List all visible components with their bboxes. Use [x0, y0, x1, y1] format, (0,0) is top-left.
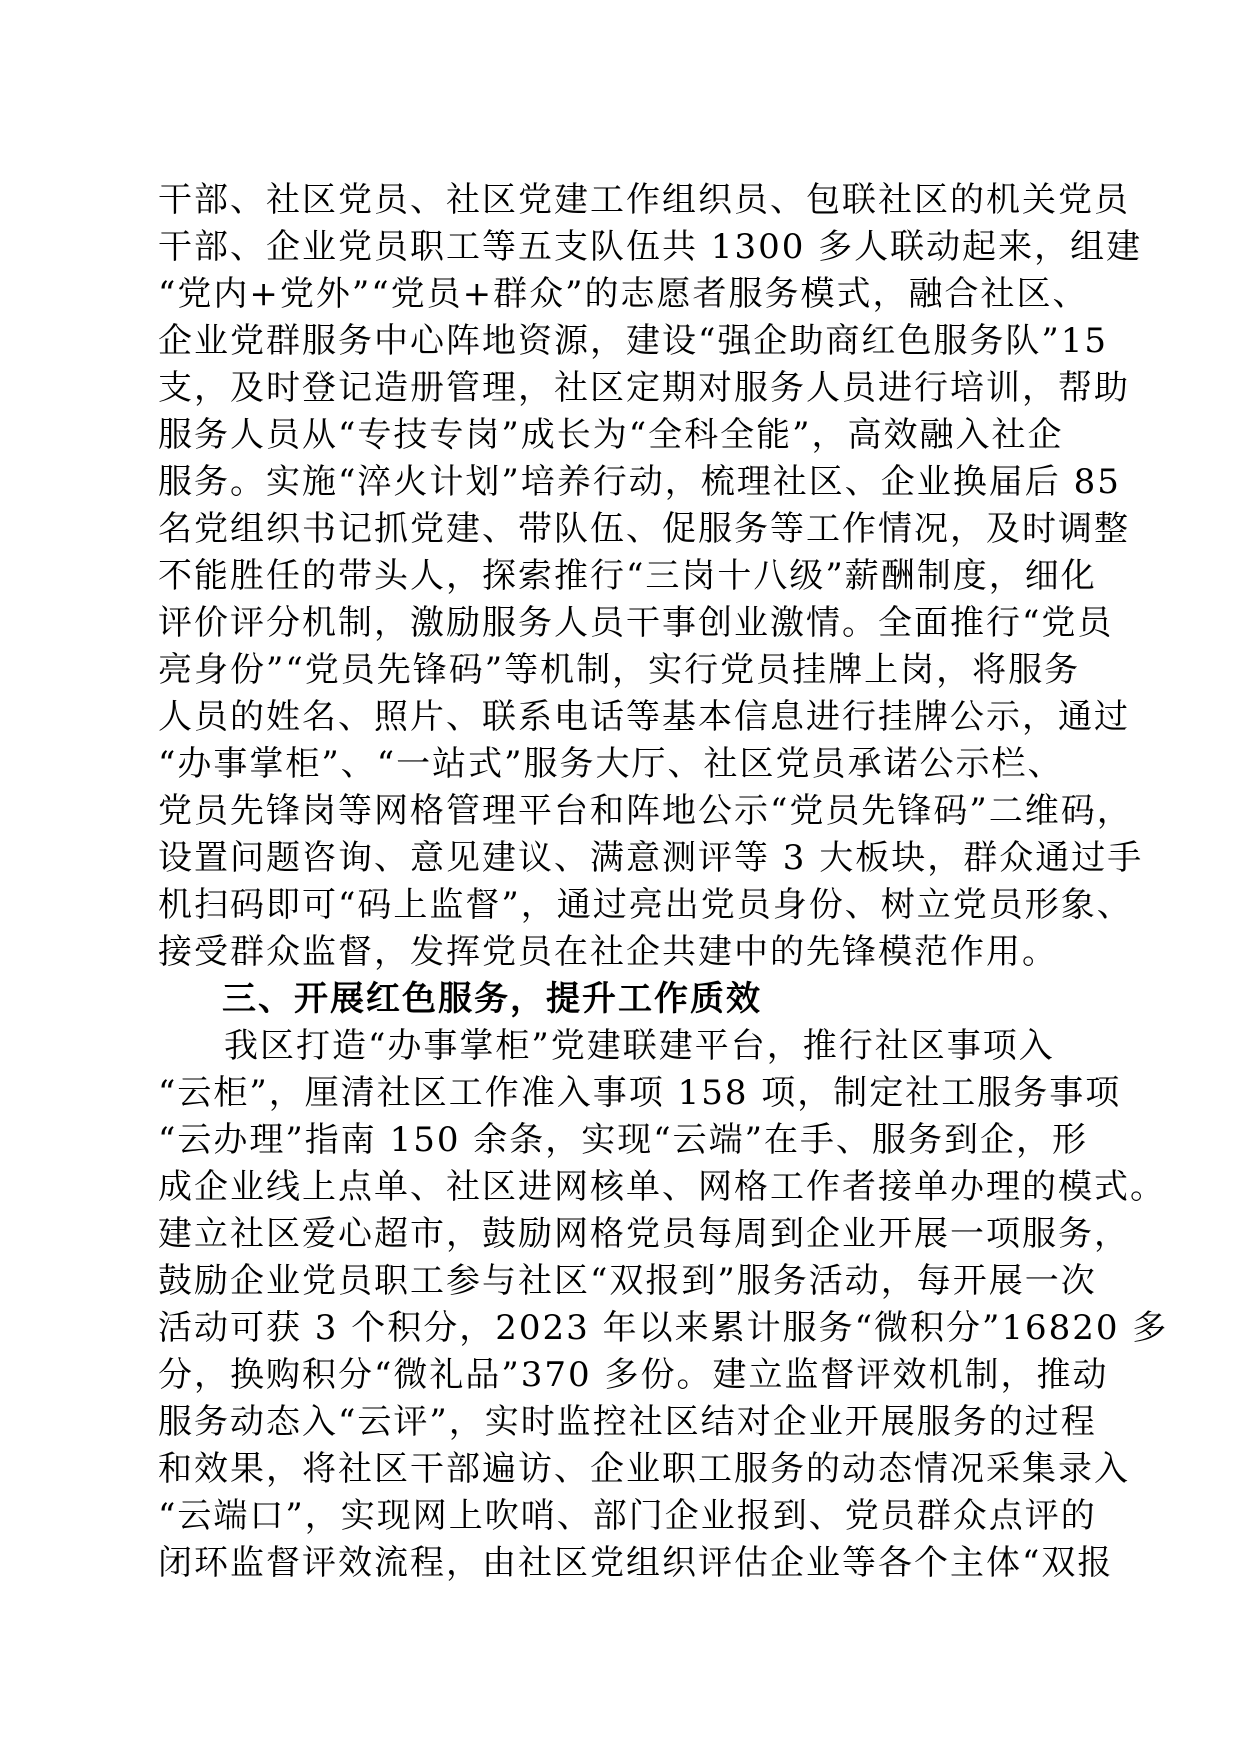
- text-line: 分，换购积分“微礼品”370 多份。建立监督评效机制，推动: [158, 1355, 1109, 1395]
- text-line: “云端口”，实现网上吹哨、部门企业报到、党员群众点评的: [158, 1496, 1097, 1536]
- text-line: 成企业线上点单、社区进网核单、网格工作者接单办理的模式。: [158, 1167, 1166, 1207]
- text-line: 亮身份”“党员先锋码”等机制，实行党员挂牌上岗，将服务: [158, 650, 1081, 690]
- text-line: 服务人员从“专技专岗”成长为“全科全能”，高效融入社企: [158, 415, 1064, 455]
- text-line: 鼓励企业党员职工参与社区“双报到”服务活动，每开展一次: [158, 1261, 1097, 1301]
- text-line: 活动可获 3 个积分，2023 年以来累计服务“微积分”16820 多: [158, 1308, 1169, 1348]
- text-line: “党内+党外”“党员+群众”的志愿者服务模式，融合社区、: [158, 274, 1089, 314]
- text-line: 名党组织书记抓党建、带队伍、促服务等工作情况，及时调整: [158, 509, 1130, 549]
- text-line: 评价评分机制，激励服务人员干事创业激情。全面推行“党员: [158, 603, 1114, 643]
- text-line-first: 我区打造“办事掌柜”党建联建平台，推行社区事项入: [224, 1026, 1055, 1066]
- text-line: 机扫码即可“码上监督”，通过亮出党员身份、树立党员形象、: [158, 885, 1133, 925]
- text-line: 服务。实施“淬火计划”培养行动，梳理社区、企业换届后 85: [158, 462, 1121, 502]
- text-line: 设置问题咨询、意见建议、满意测评等 3 大板块，群众通过手: [158, 838, 1144, 878]
- text-line: 企业党群服务中心阵地资源，建设“强企助商红色服务队”15: [158, 321, 1109, 361]
- text-line: 接受群众监督，发挥党员在社企共建中的先锋模范作用。: [158, 932, 1058, 972]
- text-line: 支，及时登记造册管理，社区定期对服务人员进行培训，帮助: [158, 368, 1130, 408]
- text-line: 干部、社区党员、社区党建工作组织员、包联社区的机关党员: [158, 180, 1130, 220]
- section-heading: 三、开展红色服务，提升工作质效: [222, 979, 762, 1019]
- document-body: [158, 177, 1169, 1587]
- text-line: “云办理”指南 150 余条，实现“云端”在手、服务到企，形: [158, 1120, 1089, 1160]
- text-line: “云柜”，厘清社区工作准入事项 158 项，制定社工服务事项: [158, 1073, 1122, 1113]
- text-line: “办事掌柜”、“一站式”服务大厅、社区党员承诺公示栏、: [158, 744, 1064, 784]
- text-line: 建立社区爱心超市，鼓励网格党员每周到企业开展一项服务，: [158, 1214, 1130, 1254]
- paragraph-new: [158, 1023, 1169, 1587]
- text-line: 不能胜任的带头人，探索推行“三岗十八级”薪酬制度，细化: [158, 556, 1097, 596]
- text-line: 和效果，将社区干部遍访、企业职工服务的动态情况采集录入: [158, 1449, 1130, 1489]
- text-line: 党员先锋岗等网格管理平台和阵地公示“党员先锋码”二维码，: [158, 791, 1133, 831]
- text-line: 闭环监督评效流程，由社区党组织评估企业等各个主体“双报: [158, 1543, 1114, 1583]
- paragraph-continued: [158, 177, 1144, 976]
- text-line: 人员的姓名、照片、联系电话等基本信息进行挂牌公示，通过: [158, 697, 1130, 737]
- text-line: 服务动态入“云评”，实时监控社区结对企业开展服务的过程: [158, 1402, 1097, 1442]
- text-line: 干部、企业党员职工等五支队伍共 1300 多人联动起来，组建: [158, 227, 1143, 267]
